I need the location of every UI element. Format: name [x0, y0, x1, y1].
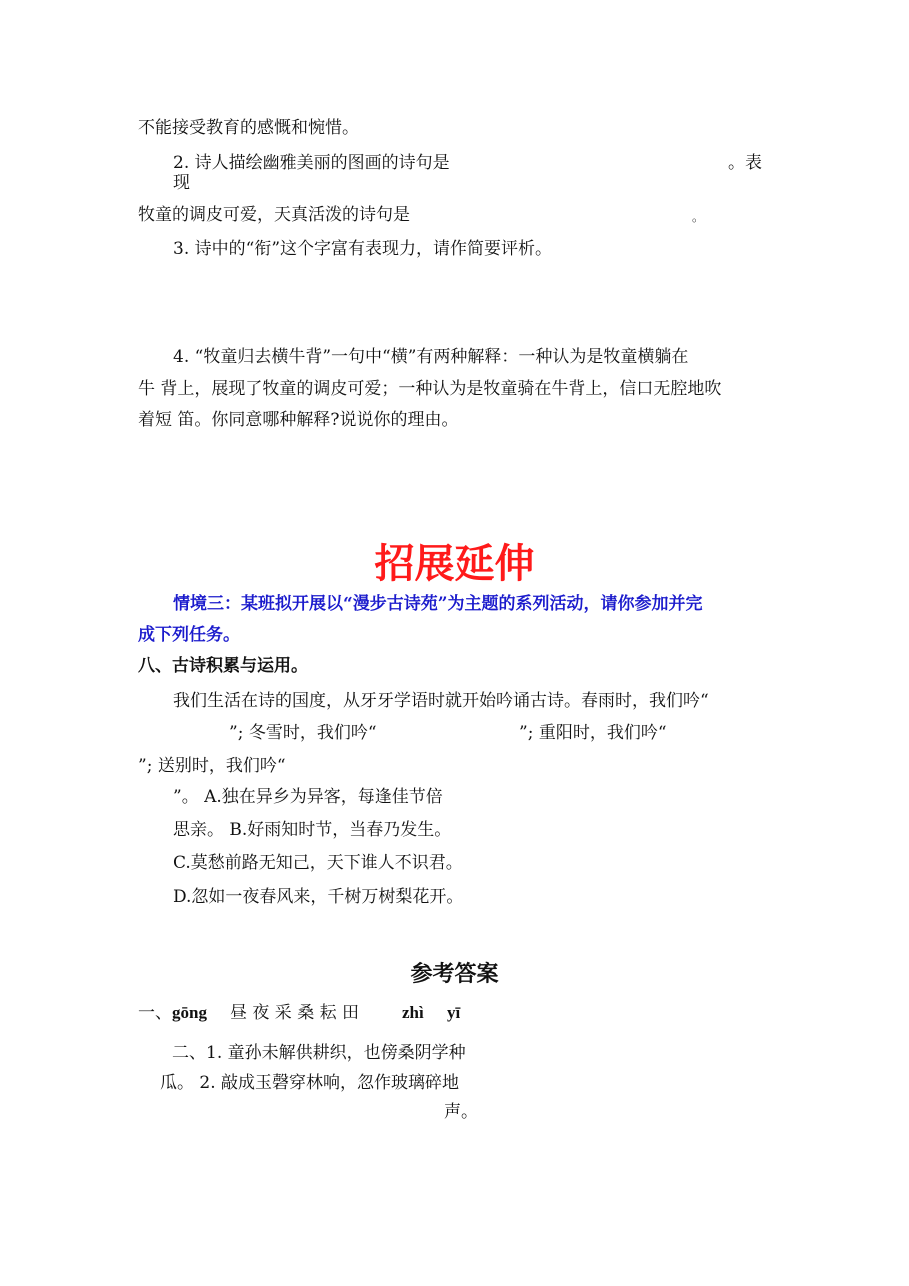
question-4-line-2: 牛 背上，展现了牧童的调皮可爱；一种认为是牧童骑在牛背上，信口无腔地吹	[138, 379, 722, 399]
question-8-heading: 八、古诗积累与运用。	[138, 656, 308, 676]
answer-1-pinyin-2: zhì	[402, 1003, 424, 1022]
paragraph-line-3: ”; 送别时，我们吟“	[138, 756, 286, 776]
section-title: 招展延伸	[374, 541, 535, 587]
answer-1-pinyin-3: yī	[447, 1003, 461, 1022]
paragraph-line-4: ”。 A.独在异乡为异客，每逢佳节倍	[173, 787, 443, 807]
answer-1-pinyin-1: gōng	[172, 1003, 207, 1022]
question-2-text-wrap: 现	[173, 173, 190, 193]
option-d: D.忽如一夜春风来，千树万树梨花开。	[173, 887, 464, 907]
answer-1-words: 昼 夜 采 桑 耘 田	[230, 1003, 360, 1023]
answer-2-line-3: 声。	[444, 1102, 478, 1122]
question-2-line-2: 牧童的调皮可爱，天真活泼的诗句是	[138, 205, 410, 225]
question-2-text-end: 。表	[728, 153, 762, 173]
paragraph-line-1: 我们生活在诗的国度，从牙牙学语时就开始吟诵古诗。春雨时，我们吟“	[173, 691, 709, 711]
answers-title: 参考答案	[410, 962, 499, 987]
situation-line-1: 情境三：某班拟开展以“漫步古诗苑”为主题的系列活动，请你参加并完	[173, 594, 703, 614]
situation-line-2: 成下列任务。	[138, 625, 240, 645]
question-4-line-3: 着短 笛。你同意哪种解释?说说你的理由。	[138, 410, 459, 430]
text-line: 不能接受教育的感慨和惋惜。	[138, 118, 359, 138]
answer-2-line-2: 瓜。 2. 敲成玉磬穿林响，忽作玻璃碎地	[160, 1073, 460, 1093]
answer-2-line-1: 二、1. 童孙未解供耕织，也傍桑阴学种	[172, 1043, 466, 1063]
paragraph-line-5: 思亲。 B.好雨知时节，当春乃发生。	[173, 820, 452, 840]
paragraph-line-2a: ”; 冬雪时，我们吟“	[229, 723, 377, 743]
answer-1-prefix: 一、	[138, 1003, 172, 1023]
question-4-line-1: 4. “牧童归去横牛背”一句中“横”有两种解释：一种认为是牧童横躺在	[173, 347, 689, 367]
question-3-text: 3. 诗中的“衔”这个字富有表现力，请作简要评析。	[173, 239, 553, 259]
paragraph-line-2b: ”; 重阳时，我们吟“	[519, 723, 667, 743]
question-2-line-2-end: 。	[692, 210, 705, 224]
question-2-text: 2. 诗人描绘幽雅美丽的图画的诗句是	[173, 153, 450, 173]
option-c: C.莫愁前路无知己，天下谁人不识君。	[173, 853, 463, 873]
